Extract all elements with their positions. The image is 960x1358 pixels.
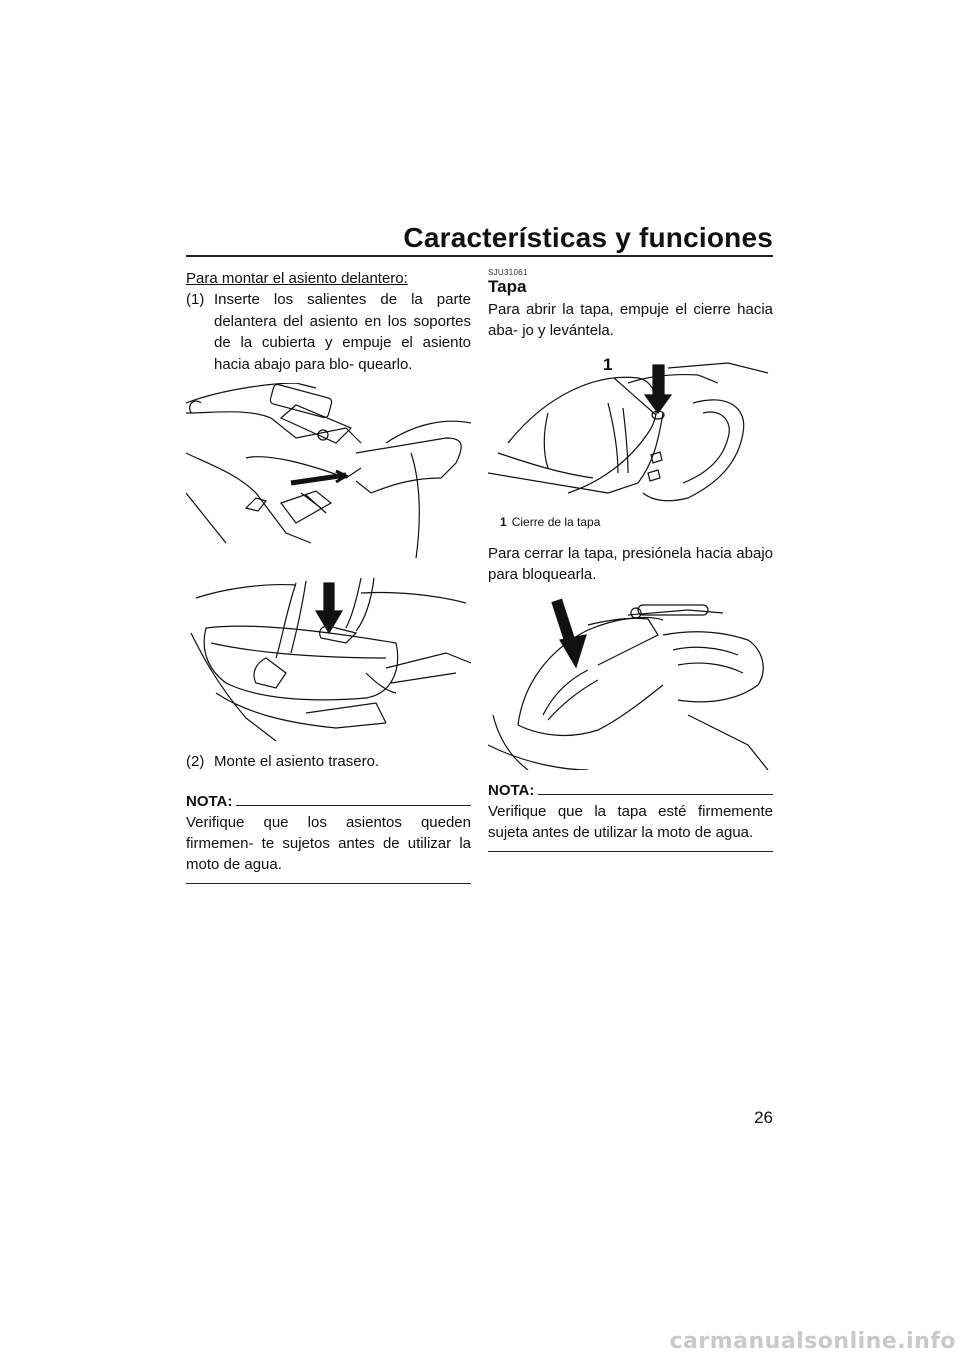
step-1 [186, 289, 471, 375]
hatch-close-illustration [488, 595, 773, 770]
page-title: Características y funciones [403, 222, 773, 253]
front-seat-illustration [186, 383, 471, 558]
nota-heading-right [488, 782, 773, 799]
nota-rule [538, 794, 773, 795]
watermark: carmanualsonline.info [669, 1329, 956, 1354]
close-instructions: Para cerrar la tapa, presiónela hacia abajo para bloquearla. [488, 545, 773, 583]
nota-heading-left [186, 793, 471, 810]
nota-end-rule [488, 851, 773, 852]
step-2-number: (2) [186, 753, 205, 770]
step-1-number: (1) [186, 291, 205, 308]
nota-end-rule [186, 883, 471, 884]
open-instructions: Para abrir la tapa, empuje el cierre hacia aba- jo y levántela. [488, 301, 773, 339]
hatch-latch-illustration [488, 353, 773, 513]
right-column [488, 268, 773, 852]
step-2 [186, 751, 471, 773]
step-2-text: Monte el asiento trasero. [214, 753, 380, 770]
section-code: SJU31061 [488, 268, 528, 277]
title-rule [186, 255, 773, 257]
left-column [186, 268, 471, 884]
callout-number: 1 [603, 355, 613, 374]
page-number: 26 [754, 1108, 773, 1127]
seat-push-illustration [186, 573, 471, 743]
nota-rule [236, 805, 471, 806]
caption-number: 1 [500, 515, 507, 529]
nota-label: NOTA: [186, 792, 233, 810]
figure-caption [500, 515, 773, 529]
subheading: Para montar el asiento delantero: [186, 270, 408, 287]
nota-label: NOTA: [488, 782, 535, 799]
caption-text: Cierre de la tapa [511, 515, 601, 529]
nota-text-right: Verifique que la tapa esté firmemente sujeta antes de utilizar la moto de agua. [488, 803, 773, 841]
nota-text-left: Verifique que los asientos queden firmemen- te sujetos antes de utilizar la moto de agua. [186, 813, 471, 873]
step-1-text: Inserte los salientes de la parte delantera del asiento en los soportes de la cubierta y empuje el asiento hacia abajo para blo- quearlo. [214, 291, 471, 373]
section-title: Tapa [488, 277, 527, 296]
